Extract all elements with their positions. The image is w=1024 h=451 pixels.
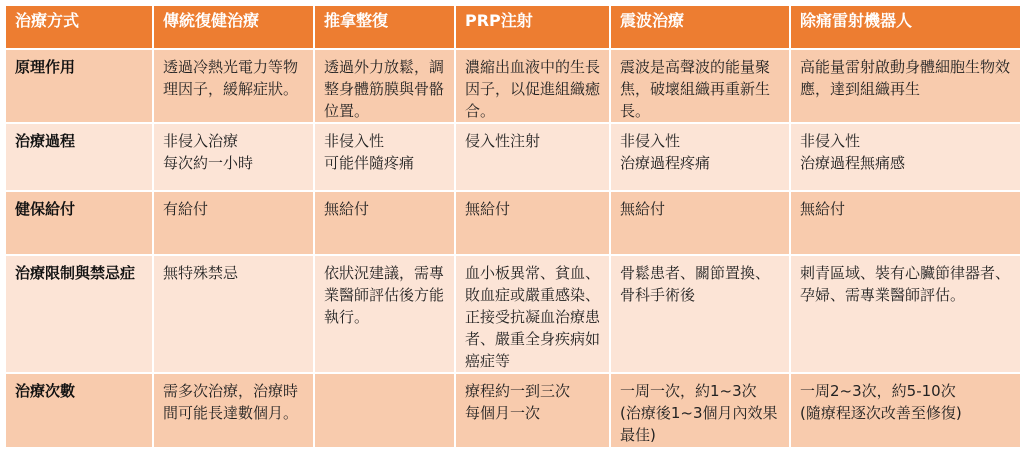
table-cell: 無給付	[610, 191, 790, 255]
treatment-comparison-table	[4, 4, 1022, 449]
table-cell: 無特殊禁忌	[153, 255, 314, 373]
table-cell: 骨鬆患者、關節置換、骨科手術後	[610, 255, 790, 373]
table-cell: 非侵入性 可能伴隨疼痛	[314, 123, 455, 191]
table-cell: 非侵入性 治療過程疼痛	[610, 123, 790, 191]
table-cell: 依狀況建議，需專業醫師評估後方能執行。	[314, 255, 455, 373]
table-cell: 震波是高聲波的能量聚焦，破壞組織再重新生長。	[610, 49, 790, 123]
table-cell: 一周一次，約1~3次 (治療後1~3個月內效果最佳)	[610, 373, 790, 448]
table-cell: 一周2~3次，約5-10次 (隨療程逐次改善至修復)	[790, 373, 1021, 448]
header-cell-traditional-rehab: 傳統復健治療	[153, 5, 314, 49]
table-row	[5, 191, 1021, 255]
table-cell: 血小板異常、貧血、敗血症或嚴重感染、正接受抗凝血治療患者、嚴重全身疾病如癌症等	[455, 255, 610, 373]
row-label: 健保給付	[5, 191, 153, 255]
table-row	[5, 373, 1021, 448]
table-cell: 非侵入治療 每次約一小時	[153, 123, 314, 191]
table-cell: 無給付	[314, 191, 455, 255]
header-cell-method: 治療方式	[5, 5, 153, 49]
row-label: 治療限制與禁忌症	[5, 255, 153, 373]
table-cell: 非侵入性 治療過程無痛感	[790, 123, 1021, 191]
header-row	[5, 5, 1021, 49]
comparison-table-container	[4, 4, 1020, 447]
table-cell: 透過外力放鬆，調整身體筋膜與骨骼位置。	[314, 49, 455, 123]
table-cell: 侵入性注射	[455, 123, 610, 191]
table-cell: 療程約一到三次 每個月一次	[455, 373, 610, 448]
table-cell	[314, 373, 455, 448]
table-row	[5, 49, 1021, 123]
header-cell-massage: 推拿整復	[314, 5, 455, 49]
table-cell: 高能量雷射啟動身體細胞生物效應，達到組織再生	[790, 49, 1021, 123]
table-cell: 無給付	[455, 191, 610, 255]
table-cell: 無給付	[790, 191, 1021, 255]
row-label: 治療過程	[5, 123, 153, 191]
header-cell-prp: PRP注射	[455, 5, 610, 49]
table-row	[5, 255, 1021, 373]
table-cell: 透過冷熱光電力等物理因子，緩解症狀。	[153, 49, 314, 123]
table-cell: 需多次治療，治療時間可能長達數個月。	[153, 373, 314, 448]
table-row	[5, 123, 1021, 191]
row-label: 原理作用	[5, 49, 153, 123]
header-cell-laser-robot: 除痛雷射機器人	[790, 5, 1021, 49]
row-label: 治療次數	[5, 373, 153, 448]
table-cell: 濃縮出血液中的生長因子，以促進組織癒合。	[455, 49, 610, 123]
table-cell: 有給付	[153, 191, 314, 255]
table-cell: 刺青區域、裝有心臟節律器者、 孕婦、需專業醫師評估。	[790, 255, 1021, 373]
header-cell-shockwave: 震波治療	[610, 5, 790, 49]
